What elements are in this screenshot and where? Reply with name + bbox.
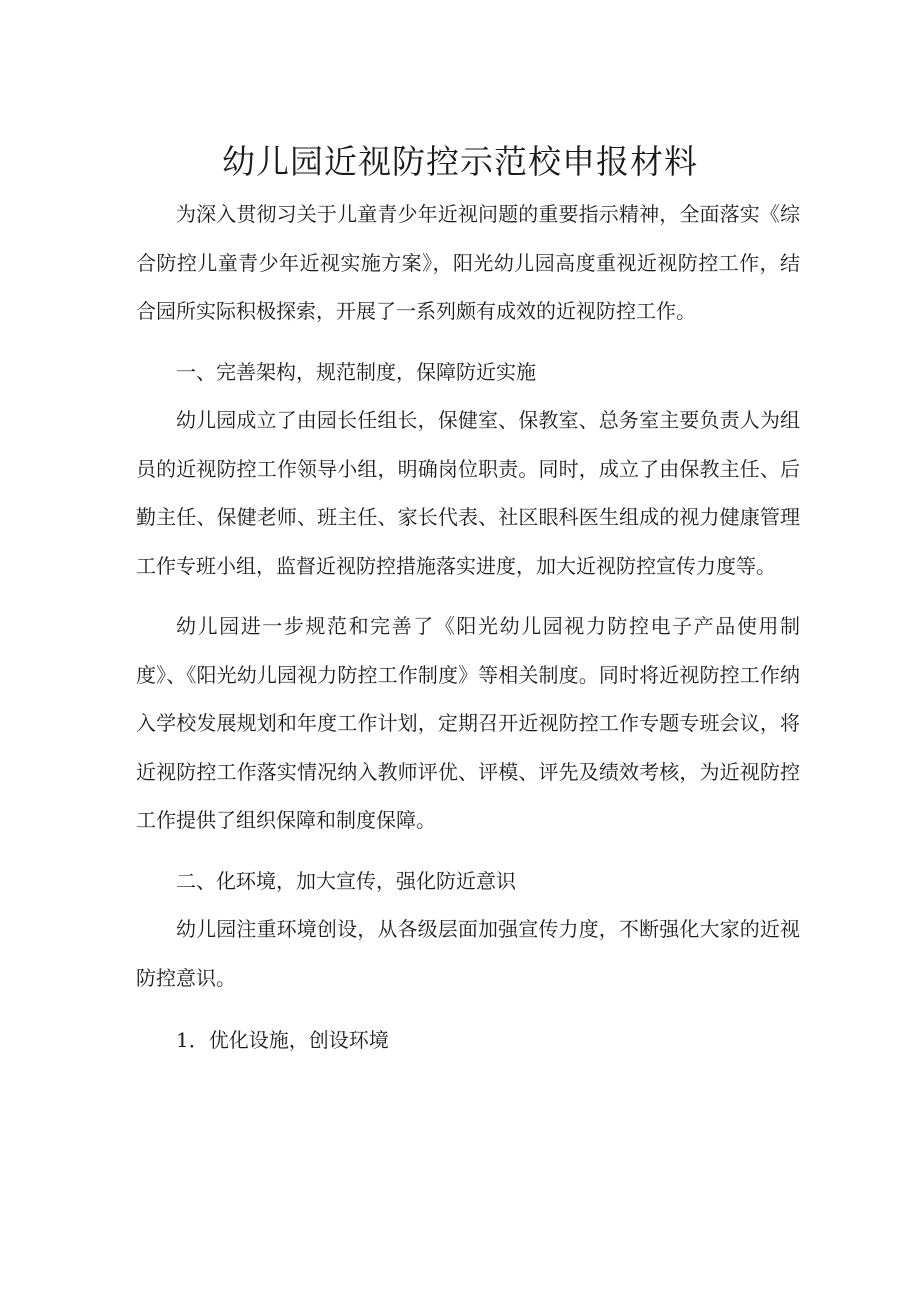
document-title: 幼儿园近视防控示范校申报材料	[222, 142, 698, 181]
section-2-paragraph-1: 幼儿园注重环境创设，从各级层面加强宣传力度，不断强化大家的近视防控意识。	[136, 917, 800, 990]
document-body	[136, 190, 800, 1065]
section-1-paragraph-2: 幼儿园进一步规范和完善了《阳光幼儿园视力防控电子产品使用制度》、《阳光幼儿园视力防控工作制度》等相关制度。同时将近视防控工作纳入学校发展规划和年度工作计划，定期召开近视防控工作专题专班会议，将近视防控工作落实情况纳入教师评优、评模、评先及绩效考核，为近视防控工作提供了组织保障和制度保障。	[136, 614, 800, 832]
section-1-paragraph-1: 幼儿园成立了由园长任组长，保健室、保教室、总务室主要负责人为组员的近视防控工作领导小组，明确岗位职责。同时，成立了由保教主任、后勤主任、保健老师、班主任、家长代表、社区眼科医生组成的视力健康管理工作专班小组，监督近视防控措施落实进度，加大近视防控宣传力度等。	[136, 408, 800, 578]
intro-paragraph: 为深入贯彻习关于儿童青少年近视问题的重要指示精神，全面落实《综合防控儿童青少年近视实施方案》，阳光幼儿园高度重视近视防控工作，结合园所实际积极探索，开展了一系列颇有成效的近视防控工作。	[136, 202, 800, 323]
section-1-heading: 一、完善架构，规范制度，保障防近实施	[176, 359, 536, 384]
section-2-subheading-1: 1．优化设施，创设环境	[176, 1028, 389, 1052]
section-2-heading: 二、化环境，加大宣传，强化防近意识	[176, 868, 516, 893]
